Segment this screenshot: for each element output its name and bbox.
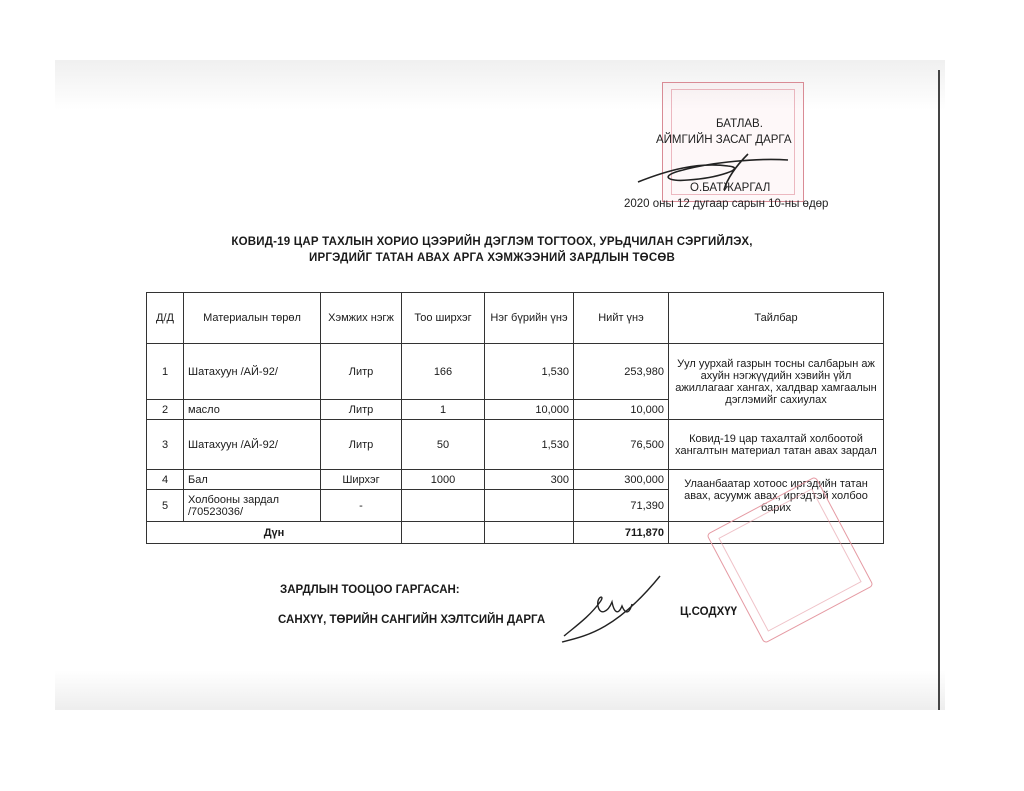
- preparer-position: САНХҮҮ, ТӨРИЙН САНГИЙН ХЭЛТСИЙН ДАРГА: [278, 614, 546, 626]
- row-qty: 1: [402, 400, 485, 420]
- row-total: 76,500: [574, 420, 669, 470]
- row-no: 1: [147, 344, 184, 400]
- table-row: [147, 420, 884, 470]
- row-unit: -: [321, 490, 402, 522]
- header-unit: Хэмжих нэгж: [321, 293, 402, 344]
- row-qty: 166: [402, 344, 485, 400]
- preparer-signature: [556, 566, 666, 648]
- row-note: Уул уурхай газрын тосны салбарын аж ахуйн нэгжүүдийн хэвийн үйл ажиллагааг хангах, халдвар хамгаалын дэглэмийг сахиулах: [669, 344, 884, 420]
- page-edge: [938, 70, 940, 710]
- row-price: 300: [485, 470, 574, 490]
- total-value: 711,870: [574, 522, 669, 544]
- approval-position: АЙМГИЙН ЗАСАГ ДАРГА: [656, 134, 792, 146]
- header-price: Нэг бүрийн үнэ: [485, 293, 574, 344]
- document-title-line2: ИРГЭДИЙГ ТАТАН АВАХ АРГА ХЭМЖЭЭНИЙ ЗАРДЛЫН ТӨСӨВ: [309, 252, 675, 264]
- table-row: [147, 470, 884, 490]
- row-unit: Ширхэг: [321, 470, 402, 490]
- row-material: Шатахуун /АЙ-92/: [184, 344, 321, 400]
- row-unit: Литр: [321, 400, 402, 420]
- scan-shadow-bottom: [55, 670, 945, 710]
- row-note: Улаанбаатар хотоос иргэдийн татан авах, асуумж авах, иргэдтэй холбоо барих: [669, 470, 884, 522]
- row-material: масло: [184, 400, 321, 420]
- row-unit: Литр: [321, 344, 402, 400]
- table-row: [147, 344, 884, 400]
- total-empty-qty: [402, 522, 485, 544]
- row-price: [485, 490, 574, 522]
- row-no: 2: [147, 400, 184, 420]
- header-material: Материалын төрөл: [184, 293, 321, 344]
- row-material: Шатахуун /АЙ-92/: [184, 420, 321, 470]
- row-total: 300,000: [574, 470, 669, 490]
- approval-date: 2020 оны 12 дугаар сарын 10-ны өдөр: [624, 198, 829, 210]
- row-qty: 1000: [402, 470, 485, 490]
- header-total: Нийт үнэ: [574, 293, 669, 344]
- row-price: 1,530: [485, 420, 574, 470]
- row-material: Холбооны зардал /70523036/: [184, 490, 321, 522]
- approval-name: О.БАТЖАРГАЛ: [690, 182, 771, 194]
- row-price: 1,530: [485, 344, 574, 400]
- row-qty: [402, 490, 485, 522]
- header-qty: Тоо ширхэг: [402, 293, 485, 344]
- row-note: Ковид-19 цар тахалтай холбоотой хангалтын материал татан авах зардал: [669, 420, 884, 470]
- approval-label: БАТЛАВ.: [716, 118, 763, 130]
- row-total: 71,390: [574, 490, 669, 522]
- header-no: Д/Д: [147, 293, 184, 344]
- row-no: 3: [147, 420, 184, 470]
- row-price: 10,000: [485, 400, 574, 420]
- preparer-name: Ц.СОДХҮҮ: [680, 606, 738, 618]
- total-empty-price: [485, 522, 574, 544]
- scan-shadow-top: [55, 60, 945, 110]
- prepared-label: ЗАРДЛЫН ТООЦОО ГАРГАСАН:: [280, 584, 460, 596]
- row-no: 4: [147, 470, 184, 490]
- document-title-line1: КОВИД-19 ЦАР ТАХЛЫН ХОРИО ЦЭЭРИЙН ДЭГЛЭМ ТОГТООХ, УРЬДЧИЛАН СЭРГИЙЛЭХ,: [231, 236, 753, 248]
- row-material: Бал: [184, 470, 321, 490]
- row-unit: Литр: [321, 420, 402, 470]
- row-no: 5: [147, 490, 184, 522]
- total-label: Дүн: [147, 522, 402, 544]
- row-total: 10,000: [574, 400, 669, 420]
- row-qty: 50: [402, 420, 485, 470]
- row-total: 253,980: [574, 344, 669, 400]
- table-header-row: [147, 293, 884, 344]
- header-note: Тайлбар: [669, 293, 884, 344]
